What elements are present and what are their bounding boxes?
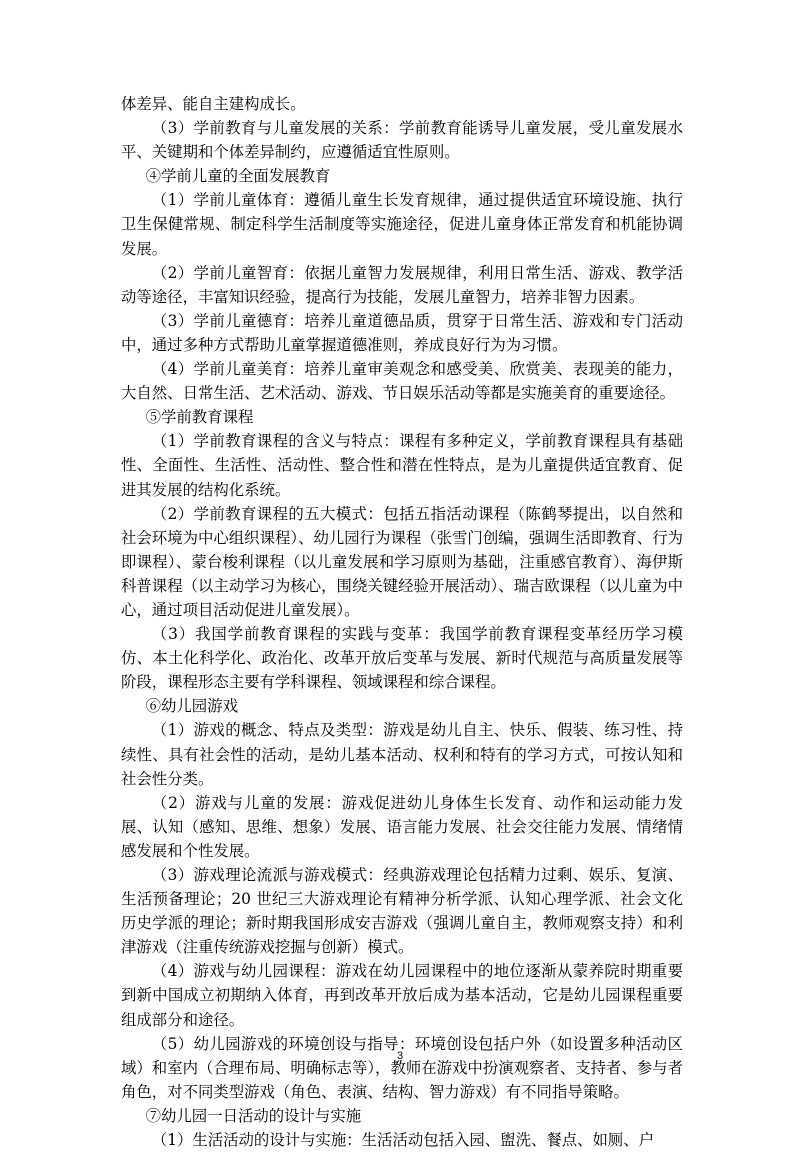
paragraph: （3）学前教育与儿童发展的关系：学前教育能诱导儿童发展，受儿童发展水平、关键期和个体差异制约，应遵循适宜性原则。 [121, 119, 683, 162]
section-heading: ⑥幼儿园游戏 [145, 697, 238, 716]
document-body [121, 92, 683, 1152]
paragraph: （3）游戏理论流派与游戏模式：经典游戏理论包括精力过剩、娱乐、复演、生活预备理论；20 世纪三大游戏理论有精神分析学派、认知心理学派、社会文化历史学派的理论；新时期我国形成安吉游戏（强调儿童自主，教师观察支持）和利津游戏（注重传统游戏挖掘与创新）模式。 [121, 866, 683, 957]
paragraph: （2）学前教育课程的五大模式：包括五指活动课程（陈鹤琴提出，以自然和社会环境为中心组织课程）、幼儿园行为课程（张雪门创编，强调生活即教育、行为即课程）、蒙台梭利课程（以儿童发展和学习原则为基础，注重感官教育）、海伊斯科普课程（以主动学习为核心，围绕关键经验开展活动）、瑞吉欧课程（以儿童为中心，通过项目活动促进儿童发展）。 [121, 504, 683, 619]
section-heading: ⑤学前教育课程 [145, 408, 254, 427]
paragraph: 体差异、能自主建构成长。 [121, 95, 306, 113]
section-heading: ④学前儿童的全面发展教育 [145, 167, 331, 186]
paragraph: （3）我国学前教育课程的实践与变革：我国学前教育课程变革经历学习模仿、本土化科学化、政治化、改革开放后变革与发展、新时代规范与高质量发展等阶段，课程形态主要有学科课程、领域课程和综合课程。 [121, 625, 683, 692]
paragraph: （1）学前儿童体育：遵循儿童生长发育规律，通过提供适宜环境设施、执行卫生保健常规、制定科学生活制度等实施途径，促进儿童身体正常发育和机能协调发展。 [121, 191, 683, 258]
paragraph: （1）游戏的概念、特点及类型：游戏是幼儿自主、快乐、假装、练习性、持续性、具有社会性的活动，是幼儿基本活动、权利和特有的学习方式，可按认知和社会性分类。 [121, 721, 683, 788]
paragraph: （4）学前儿童美育：培养儿童审美观念和感受美、欣赏美、表现美的能力，大自然、日常生活、艺术活动、游戏、节日娱乐活动等都是实施美育的重要途径。 [121, 360, 683, 403]
paragraph: （1）学前教育课程的含义与特点：课程有多种定义，学前教育课程具有基础性、全面性、生活性、活动性、整合性和潜在性特点，是为儿童提供适宜教育、促进其发展的结构化系统。 [121, 432, 683, 499]
paragraph: （5）幼儿园游戏的环境创设与指导：环境创设包括户外（如设置多种活动区域）和室内（合理布局、明确标志等），教师在游戏中扮演观察者、支持者、参与者角色，对不同类型游戏（角色、表演、结构、智力游戏）有不同指导策略。 [121, 1034, 683, 1101]
paragraph: （4）游戏与幼儿园课程：游戏在幼儿园课程中的地位逐渐从蒙养院时期重要到新中国成立初期纳入体育，再到改革开放后成为基本活动，它是幼儿园课程重要组成部分和途径。 [121, 962, 683, 1029]
paragraph: （3）学前儿童德育：培养儿童道德品质，贯穿于日常生活、游戏和专门活动中，通过多种方式帮助儿童掌握道德准则，养成良好行为为习惯。 [121, 311, 683, 354]
paragraph: （2）学前儿童智育：依据儿童智力发展规律，利用日常生活、游戏、教学活动等途径，丰富知识经验，提高行为技能，发展儿童智力，培养非智力因素。 [121, 263, 683, 306]
paragraph: （2）游戏与儿童的发展：游戏促进幼儿身体生长发育、动作和运动能力发展、认知（感知、思维、想象）发展、语言能力发展、社会交往能力发展、情绪情感发展和个性发展。 [121, 793, 683, 860]
section-heading: ⑦幼儿园一日活动的设计与实施 [145, 1106, 362, 1125]
paragraph: （1）生活活动的设计与实施：生活活动包括入园、盥洗、餐点、如厕、户 [151, 1131, 655, 1150]
page-number: 3 [396, 1050, 404, 1062]
